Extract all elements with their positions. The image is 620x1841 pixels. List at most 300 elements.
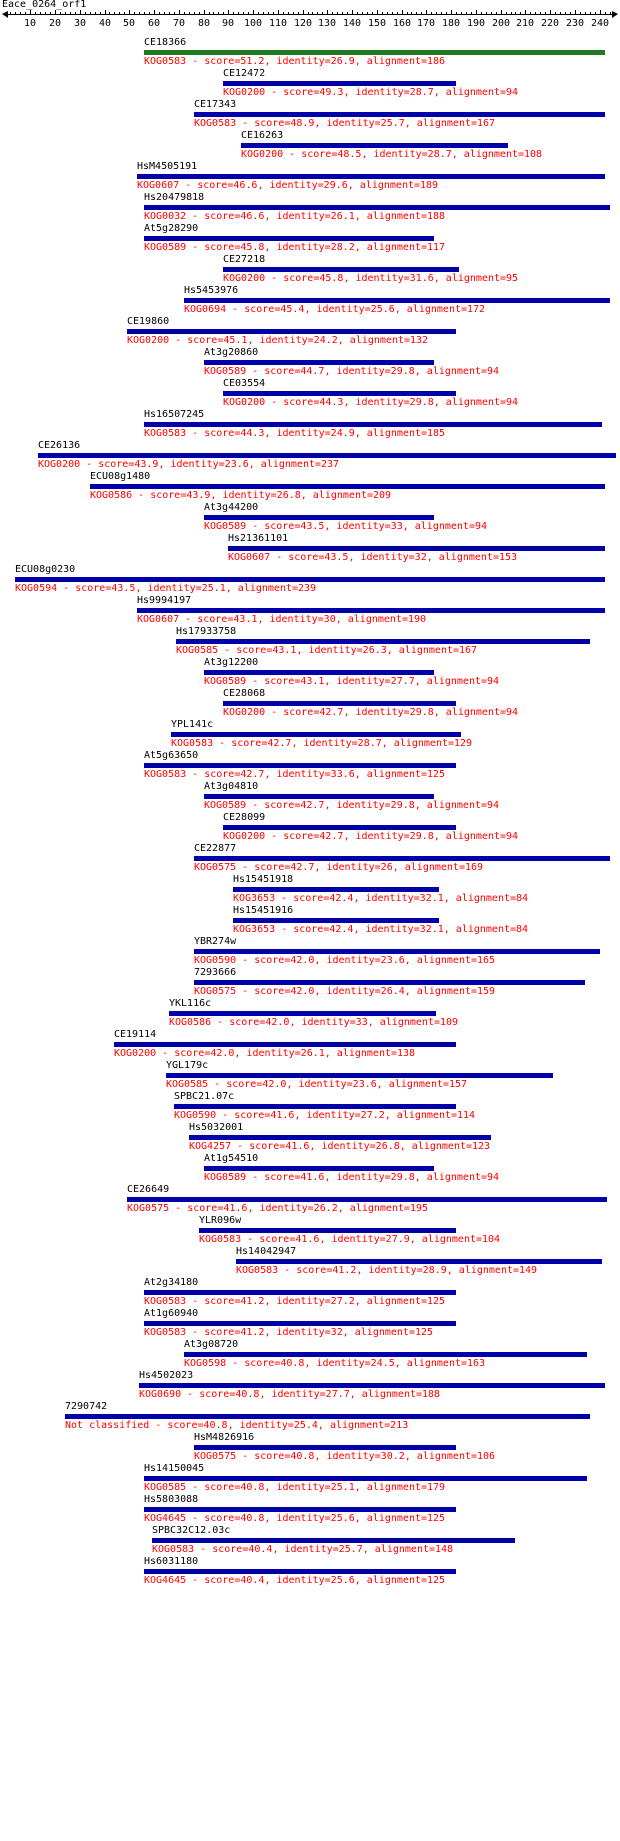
hit-score: 40.8 bbox=[235, 1389, 260, 1400]
hit-alignment-length-prefix: , alignment= bbox=[394, 304, 468, 315]
hit-alignment-length: 213 bbox=[390, 1420, 409, 1431]
hit-score-prefix: - score= bbox=[226, 1358, 281, 1369]
hit-info bbox=[204, 367, 499, 377]
ruler-minor-tick bbox=[293, 12, 294, 15]
ruler-minor-tick bbox=[362, 12, 363, 15]
hit-alignment-bar[interactable] bbox=[204, 1166, 434, 1171]
hit-identity-prefix: , identity= bbox=[264, 1327, 331, 1338]
hit-alignment-bar[interactable] bbox=[174, 1104, 456, 1109]
ruler-minor-tick bbox=[243, 12, 244, 15]
hit-name[interactable]: CE19860 bbox=[127, 316, 170, 327]
hit-identity-prefix: , identity= bbox=[314, 1451, 381, 1462]
ruler-tick-label: 30 bbox=[74, 18, 87, 29]
hit-name[interactable]: Hs9994197 bbox=[137, 595, 192, 606]
hit-kog: KOG0589 bbox=[204, 800, 247, 811]
hit-alignment-length-prefix: , alignment= bbox=[443, 924, 517, 935]
ruler-minor-tick bbox=[342, 12, 343, 15]
hit-name[interactable]: YPL141c bbox=[171, 719, 214, 730]
hit-identity: 26.1 bbox=[300, 1048, 325, 1059]
hit-score: 42.0 bbox=[210, 1048, 235, 1059]
hit-name[interactable]: At2g34180 bbox=[144, 1277, 199, 1288]
hit-name[interactable]: YLR096w bbox=[199, 1215, 242, 1226]
ruler-minor-tick bbox=[481, 12, 482, 15]
hit-kog: KOG0200 bbox=[223, 87, 266, 98]
hit-alignment-bar[interactable] bbox=[194, 1445, 456, 1450]
hit-name[interactable]: HsM4826916 bbox=[194, 1432, 255, 1443]
hit-info bbox=[241, 150, 542, 160]
hit-info bbox=[137, 181, 438, 191]
hit-score: 44.3 bbox=[319, 397, 344, 408]
hit-alignment-bar[interactable] bbox=[204, 670, 434, 675]
hit-alignment-bar[interactable] bbox=[144, 1507, 456, 1512]
hit-name[interactable]: At3g20860 bbox=[204, 347, 259, 358]
hit-alignment-length: 179 bbox=[427, 1482, 446, 1493]
hit-name[interactable]: CE28068 bbox=[223, 688, 266, 699]
ruler-minor-tick bbox=[530, 12, 531, 15]
ruler-major-tick bbox=[278, 10, 279, 15]
hit-score: 43.9 bbox=[134, 459, 159, 470]
hit-name[interactable]: Hs21361101 bbox=[228, 533, 289, 544]
hit-alignment-bar[interactable] bbox=[127, 1197, 607, 1202]
hit-identity-prefix: , identity= bbox=[234, 1048, 301, 1059]
hit-alignment-length: 153 bbox=[498, 552, 518, 563]
hit-kog: Not classified bbox=[65, 1420, 150, 1431]
ruler-minor-tick bbox=[139, 12, 140, 15]
ruler-minor-tick bbox=[238, 12, 239, 15]
hit-name[interactable]: At5g63650 bbox=[144, 750, 199, 761]
hit-score: 42.7 bbox=[300, 800, 325, 811]
ruler-line bbox=[8, 14, 612, 15]
hit-name[interactable]: 7290742 bbox=[65, 1401, 108, 1412]
hit-name[interactable]: CE26136 bbox=[38, 440, 81, 451]
hit-name[interactable]: CE27218 bbox=[223, 254, 266, 265]
hit-alignment-length-prefix: , alignment= bbox=[433, 831, 507, 842]
hit-alignment-bar[interactable] bbox=[241, 143, 508, 148]
hit-identity: 29.6 bbox=[323, 180, 348, 191]
hit-identity: 27.2 bbox=[360, 1110, 385, 1121]
hit-alignment-length-prefix: , alignment= bbox=[443, 893, 517, 904]
ruler-minor-tick bbox=[372, 12, 373, 15]
hit-identity: 32.1 bbox=[419, 893, 444, 904]
hit-score-prefix: - score= bbox=[236, 986, 291, 997]
hit-alignment-bar[interactable] bbox=[137, 608, 605, 613]
hit-alignment-bar[interactable] bbox=[144, 1290, 456, 1295]
hit-kog: KOG0585 bbox=[176, 645, 219, 656]
hit-alignment-bar[interactable] bbox=[15, 577, 605, 582]
hit-kog: KOG0583 bbox=[144, 428, 187, 439]
hit-alignment-bar[interactable] bbox=[139, 1383, 605, 1388]
hit-alignment-length-prefix: , alignment= bbox=[317, 1420, 391, 1431]
hit-alignment-length: 125 bbox=[427, 1513, 446, 1524]
ruler-minor-tick bbox=[471, 12, 472, 15]
hit-kog: KOG0589 bbox=[204, 521, 247, 532]
hit-identity-prefix: , identity= bbox=[264, 1575, 331, 1586]
ruler-major-tick bbox=[575, 10, 576, 15]
hit-identity: 30 bbox=[323, 614, 336, 625]
hit-name[interactable]: Hs5032001 bbox=[189, 1122, 244, 1133]
hit-name[interactable]: Hs5453976 bbox=[184, 285, 239, 296]
hit-alignment-bar[interactable] bbox=[204, 360, 434, 365]
hit-name[interactable]: ECU08g0230 bbox=[15, 564, 76, 575]
hit-identity-prefix: , identity= bbox=[294, 1110, 361, 1121]
hit-kog: KOG0575 bbox=[194, 862, 237, 873]
hit-identity: 25.6 bbox=[370, 304, 395, 315]
ruler-minor-tick bbox=[312, 12, 313, 15]
hit-alignment-length-prefix: , alignment= bbox=[433, 273, 507, 284]
hit-name[interactable]: CE12472 bbox=[223, 68, 266, 79]
hit-alignment-length: 129 bbox=[454, 738, 473, 749]
hit-name[interactable]: Hs14150045 bbox=[144, 1463, 205, 1474]
hit-alignment-bar[interactable] bbox=[233, 918, 439, 923]
ruler-minor-tick bbox=[535, 12, 536, 15]
ruler-minor-tick bbox=[75, 12, 76, 15]
ruler-minor-tick bbox=[288, 12, 289, 15]
hit-alignment-bar[interactable] bbox=[152, 1538, 515, 1543]
ruler-minor-tick bbox=[411, 12, 412, 15]
hit-alignment-length: 106 bbox=[477, 1451, 496, 1462]
ruler-major-tick bbox=[377, 10, 378, 15]
hit-name[interactable]: CE19114 bbox=[114, 1029, 157, 1040]
hit-info bbox=[228, 553, 517, 563]
hit-score: 44.7 bbox=[300, 366, 325, 377]
hit-alignment-bar[interactable] bbox=[223, 701, 456, 706]
hit-score: 43.1 bbox=[272, 645, 297, 656]
ruler-minor-tick bbox=[45, 12, 46, 15]
hit-score: 40.4 bbox=[240, 1575, 265, 1586]
hit-alignment-bar[interactable] bbox=[38, 453, 616, 458]
hit-score: 41.2 bbox=[240, 1327, 265, 1338]
ruler-minor-tick bbox=[65, 12, 66, 15]
hit-alignment-bar[interactable] bbox=[228, 546, 605, 551]
hit-identity-prefix: , identity= bbox=[356, 1265, 423, 1276]
hit-info bbox=[199, 1235, 500, 1245]
ruler-minor-tick bbox=[273, 12, 274, 15]
hit-alignment-length-prefix: , alignment= bbox=[392, 862, 465, 873]
hit-identity: 24.9 bbox=[330, 428, 355, 439]
hit-score-prefix: - score= bbox=[246, 1172, 301, 1183]
hit-alignment-bar[interactable] bbox=[223, 81, 456, 86]
hit-alignment-length: 195 bbox=[410, 1203, 429, 1214]
hit-name[interactable]: CE17343 bbox=[194, 99, 237, 110]
ruler-minor-tick bbox=[90, 12, 91, 15]
hit-name[interactable]: Hs14042947 bbox=[236, 1246, 297, 1257]
hit-identity: 32 bbox=[330, 1327, 343, 1338]
hit-name[interactable]: YKL116c bbox=[169, 998, 212, 1009]
ruler-major-tick bbox=[402, 10, 403, 15]
hit-identity: 26.1 bbox=[330, 211, 355, 222]
hit-name[interactable]: Hs15451916 bbox=[233, 905, 294, 916]
hit-score: 42.7 bbox=[240, 769, 265, 780]
hit-identity-prefix: , identity= bbox=[264, 211, 331, 222]
hit-alignment-length-prefix: , alignment= bbox=[354, 1296, 428, 1307]
ruler-minor-tick bbox=[258, 12, 259, 15]
hit-score: 40.8 bbox=[203, 1420, 228, 1431]
ruler-minor-tick bbox=[209, 12, 210, 15]
hit-score: 42.7 bbox=[267, 738, 292, 749]
hit-alignment-length-prefix: , alignment= bbox=[381, 738, 455, 749]
hit-alignment-bar[interactable] bbox=[199, 1228, 456, 1233]
hit-alignment-bar[interactable] bbox=[176, 639, 590, 644]
hit-identity: 26.8 bbox=[276, 490, 301, 501]
hit-name[interactable]: Hs20479818 bbox=[144, 192, 205, 203]
hit-name[interactable]: SPBC21.07c bbox=[174, 1091, 235, 1102]
ruler-minor-tick bbox=[70, 12, 71, 15]
hit-identity-prefix: , identity= bbox=[247, 335, 314, 346]
hit-alignment-length: 169 bbox=[464, 862, 484, 873]
ruler-minor-tick bbox=[164, 12, 165, 15]
hit-identity: 33.6 bbox=[330, 769, 355, 780]
hit-alignment-bar[interactable] bbox=[65, 1414, 590, 1419]
hit-score-prefix: - score= bbox=[179, 180, 234, 191]
ruler-minor-tick bbox=[461, 12, 462, 15]
hit-kog: KOG0200 bbox=[114, 1048, 157, 1059]
ruler-minor-tick bbox=[515, 12, 516, 15]
hit-score: 41.6 bbox=[295, 1234, 320, 1245]
hit-name[interactable]: 7293666 bbox=[194, 967, 237, 978]
hit-identity: 25.4 bbox=[293, 1420, 318, 1431]
hit-alignment-bar[interactable] bbox=[223, 391, 456, 396]
hit-alignment-length: 123 bbox=[472, 1141, 491, 1152]
hit-alignment-bar[interactable] bbox=[144, 422, 602, 427]
hit-alignment-bar[interactable] bbox=[189, 1135, 491, 1140]
hit-identity: 26.4 bbox=[380, 986, 405, 997]
ruler-minor-tick bbox=[456, 12, 457, 15]
hit-alignment-bar[interactable] bbox=[236, 1259, 602, 1264]
hit-alignment-length-prefix: , alignment= bbox=[386, 645, 460, 656]
hit-alignment-length: 132 bbox=[410, 335, 429, 346]
hit-alignment-length: 95 bbox=[506, 273, 519, 284]
hit-alignment-bar[interactable] bbox=[169, 1011, 436, 1016]
hit-identity: 27.7 bbox=[390, 676, 415, 687]
ruler-minor-tick bbox=[194, 12, 195, 15]
ruler-minor-tick bbox=[436, 12, 437, 15]
hit-score-prefix: - score= bbox=[57, 583, 112, 594]
ruler-left-arrow-icon bbox=[2, 11, 8, 18]
hit-alignment-bar[interactable] bbox=[204, 515, 434, 520]
hit-name[interactable]: CE16263 bbox=[241, 130, 284, 141]
hit-kog: KOG4645 bbox=[144, 1513, 187, 1524]
hit-alignment-length: 159 bbox=[477, 986, 496, 997]
hit-name[interactable]: SPBC32C12.03c bbox=[152, 1525, 231, 1536]
ruler-minor-tick bbox=[248, 12, 249, 15]
hit-score-prefix: - score= bbox=[246, 521, 301, 532]
hit-kog: KOG0583 bbox=[152, 1544, 195, 1555]
ruler-tick-label: 20 bbox=[49, 18, 62, 29]
hit-score: 42.7 bbox=[319, 831, 344, 842]
hit-identity: 29.8 bbox=[409, 707, 434, 718]
hit-score-prefix: - score= bbox=[246, 800, 301, 811]
hit-name[interactable]: CE18366 bbox=[144, 37, 187, 48]
hit-identity: 30.2 bbox=[380, 1451, 405, 1462]
hit-name[interactable]: Hs17933758 bbox=[176, 626, 237, 637]
ruler-minor-tick bbox=[149, 12, 150, 15]
hit-info bbox=[144, 429, 445, 439]
hit-alignment-length: 125 bbox=[427, 769, 446, 780]
hit-alignment-length-prefix: , alignment= bbox=[225, 583, 299, 594]
hit-alignment-length-prefix: , alignment= bbox=[337, 1203, 411, 1214]
hit-name[interactable]: Hs16507245 bbox=[144, 409, 205, 420]
hit-name[interactable]: Hs15451918 bbox=[233, 874, 294, 885]
hit-kog: KOG3653 bbox=[233, 924, 276, 935]
hit-info bbox=[144, 1328, 433, 1338]
ruler-minor-tick bbox=[218, 12, 219, 15]
ruler-minor-tick bbox=[60, 12, 61, 15]
hit-score: 42.7 bbox=[290, 862, 315, 873]
hit-score: 42.0 bbox=[262, 1079, 287, 1090]
hit-alignment-bar[interactable] bbox=[144, 1476, 587, 1481]
hit-alignment-bar[interactable] bbox=[184, 298, 610, 303]
hit-score: 42.0 bbox=[290, 955, 315, 966]
hit-alignment-bar[interactable] bbox=[144, 1569, 456, 1574]
hit-identity: 29.8 bbox=[409, 831, 434, 842]
hit-alignment-bar[interactable] bbox=[204, 794, 434, 799]
hit-name[interactable]: At3g04810 bbox=[204, 781, 259, 792]
hit-score-prefix: - score= bbox=[169, 335, 224, 346]
hit-alignment-length: 148 bbox=[435, 1544, 454, 1555]
hit-alignment-bar[interactable] bbox=[194, 856, 610, 861]
hit-identity-prefix: , identity= bbox=[257, 614, 324, 625]
hit-alignment-length: 94 bbox=[506, 831, 519, 842]
hit-identity-prefix: , identity= bbox=[324, 521, 391, 532]
hit-name[interactable]: At3g08720 bbox=[184, 1339, 239, 1350]
ruler-minor-tick bbox=[431, 12, 432, 15]
hit-name[interactable]: YGL179c bbox=[166, 1060, 209, 1071]
ruler-major-tick bbox=[303, 10, 304, 15]
hit-alignment-length: 167 bbox=[459, 645, 478, 656]
ruler-minor-tick bbox=[387, 12, 388, 15]
ruler-minor-tick bbox=[605, 12, 606, 15]
hit-name[interactable]: At3g12200 bbox=[204, 657, 259, 668]
ruler-minor-tick bbox=[169, 12, 170, 15]
hit-name[interactable]: At1g60940 bbox=[144, 1308, 199, 1319]
hit-info bbox=[189, 1142, 490, 1152]
ruler-minor-tick bbox=[308, 12, 309, 15]
hit-name[interactable]: CE26649 bbox=[127, 1184, 170, 1195]
hit-score: 46.6 bbox=[233, 180, 258, 191]
hit-score: 43.1 bbox=[300, 676, 325, 687]
hit-score: 48.5 bbox=[337, 149, 362, 160]
ruler-tick-label: 170 bbox=[417, 18, 436, 29]
hit-alignment-bar[interactable] bbox=[114, 1042, 456, 1047]
hit-alignment-length-prefix: , alignment= bbox=[409, 1234, 483, 1245]
hit-alignment-length: 94 bbox=[506, 87, 519, 98]
hit-name[interactable]: Hs5803088 bbox=[144, 1494, 199, 1505]
hit-identity-prefix: , identity= bbox=[343, 273, 410, 284]
hit-alignment-bar[interactable] bbox=[223, 825, 456, 830]
hit-score: 41.6 bbox=[285, 1141, 310, 1152]
hit-name[interactable]: At5g28290 bbox=[144, 223, 199, 234]
hit-alignment-bar[interactable] bbox=[127, 329, 456, 334]
hit-alignment-bar[interactable] bbox=[194, 112, 605, 117]
ruler-minor-tick bbox=[545, 12, 546, 15]
ruler-minor-tick bbox=[263, 12, 264, 15]
hit-score-prefix: - score= bbox=[275, 924, 330, 935]
ruler-major-tick bbox=[204, 10, 205, 15]
hit-alignment-length: 94 bbox=[506, 707, 519, 718]
hit-alignment-bar[interactable] bbox=[144, 763, 456, 768]
hit-identity: 23.6 bbox=[380, 955, 405, 966]
hit-score-prefix: - score= bbox=[246, 366, 301, 377]
hit-alignment-bar[interactable] bbox=[144, 1321, 456, 1326]
hit-alignment-bar[interactable] bbox=[166, 1073, 553, 1078]
hit-name[interactable]: CE28099 bbox=[223, 812, 266, 823]
ruler-minor-tick bbox=[486, 12, 487, 15]
hit-identity: 28.7 bbox=[427, 149, 452, 160]
hit-score-prefix: - score= bbox=[231, 1141, 286, 1152]
hit-alignment-length-prefix: , alignment= bbox=[300, 490, 374, 501]
hit-alignment-bar[interactable] bbox=[144, 205, 610, 210]
hit-name[interactable]: CE22877 bbox=[194, 843, 237, 854]
hit-alignment-length: 94 bbox=[487, 1172, 500, 1183]
ruler-minor-tick bbox=[357, 12, 358, 15]
ruler-minor-tick bbox=[580, 12, 581, 15]
ruler-tick-label: 60 bbox=[148, 18, 161, 29]
ruler-minor-tick bbox=[223, 12, 224, 15]
hit-info bbox=[223, 832, 518, 842]
hit-name[interactable]: CE03554 bbox=[223, 378, 266, 389]
hit-alignment-bar[interactable] bbox=[194, 980, 585, 985]
hit-name[interactable]: ECU08g1480 bbox=[90, 471, 151, 482]
hit-kog: KOG0607 bbox=[137, 614, 180, 625]
hit-alignment-bar[interactable] bbox=[144, 236, 434, 241]
hit-alignment-bar[interactable] bbox=[184, 1352, 587, 1357]
hit-name[interactable]: At3g44200 bbox=[204, 502, 259, 513]
ruler-minor-tick bbox=[124, 12, 125, 15]
hit-score: 48.9 bbox=[290, 118, 315, 129]
hit-score-prefix: - score= bbox=[265, 831, 320, 842]
hit-alignment-bar[interactable] bbox=[137, 174, 605, 179]
ruler-tick-label: 220 bbox=[541, 18, 560, 29]
hit-score-prefix: - score= bbox=[265, 273, 320, 284]
hit-identity-prefix: , identity= bbox=[353, 924, 420, 935]
hit-identity: 25.6 bbox=[330, 1513, 355, 1524]
hit-alignment-bar[interactable] bbox=[171, 732, 461, 737]
hit-alignment-bar[interactable] bbox=[233, 887, 439, 892]
hit-name[interactable]: Hs6031180 bbox=[144, 1556, 199, 1567]
hit-name[interactable]: HsM4505191 bbox=[137, 161, 198, 172]
hit-identity: 25.7 bbox=[380, 118, 405, 129]
hit-identity-prefix: , identity= bbox=[314, 986, 381, 997]
hit-info bbox=[139, 1390, 440, 1400]
hit-alignment-bar[interactable] bbox=[194, 949, 600, 954]
hit-name[interactable]: YBR274w bbox=[194, 936, 237, 947]
hit-alignment-length: 188 bbox=[427, 211, 446, 222]
hit-kog: KOG0583 bbox=[236, 1265, 279, 1276]
hit-kog: KOG0589 bbox=[204, 676, 247, 687]
hit-score-prefix: - score= bbox=[186, 1513, 241, 1524]
hit-name[interactable]: Hs4502023 bbox=[139, 1370, 194, 1381]
hit-alignment-bar[interactable] bbox=[144, 50, 605, 55]
hit-alignment-length: 108 bbox=[524, 149, 543, 160]
ruler-tick-label: 80 bbox=[198, 18, 211, 29]
hit-info bbox=[144, 770, 445, 780]
hit-alignment-length: 117 bbox=[427, 242, 446, 253]
hit-alignment-length-prefix: , alignment= bbox=[394, 1358, 468, 1369]
hit-alignment-bar[interactable] bbox=[90, 484, 605, 489]
hit-score: 44.3 bbox=[240, 428, 265, 439]
hit-alignment-length-prefix: , alignment= bbox=[349, 1389, 423, 1400]
ruler-major-tick bbox=[451, 10, 452, 15]
hit-kog: KOG3653 bbox=[233, 893, 276, 904]
hit-kog: KOG0586 bbox=[90, 490, 133, 501]
hit-name[interactable]: At1g54510 bbox=[204, 1153, 259, 1164]
hit-score: 40.8 bbox=[290, 1451, 315, 1462]
hit-info bbox=[223, 398, 518, 408]
ruler-minor-tick bbox=[590, 12, 591, 15]
hit-kog: KOG0585 bbox=[166, 1079, 209, 1090]
hit-alignment-bar[interactable] bbox=[223, 267, 459, 272]
hit-kog: KOG0589 bbox=[204, 1172, 247, 1183]
